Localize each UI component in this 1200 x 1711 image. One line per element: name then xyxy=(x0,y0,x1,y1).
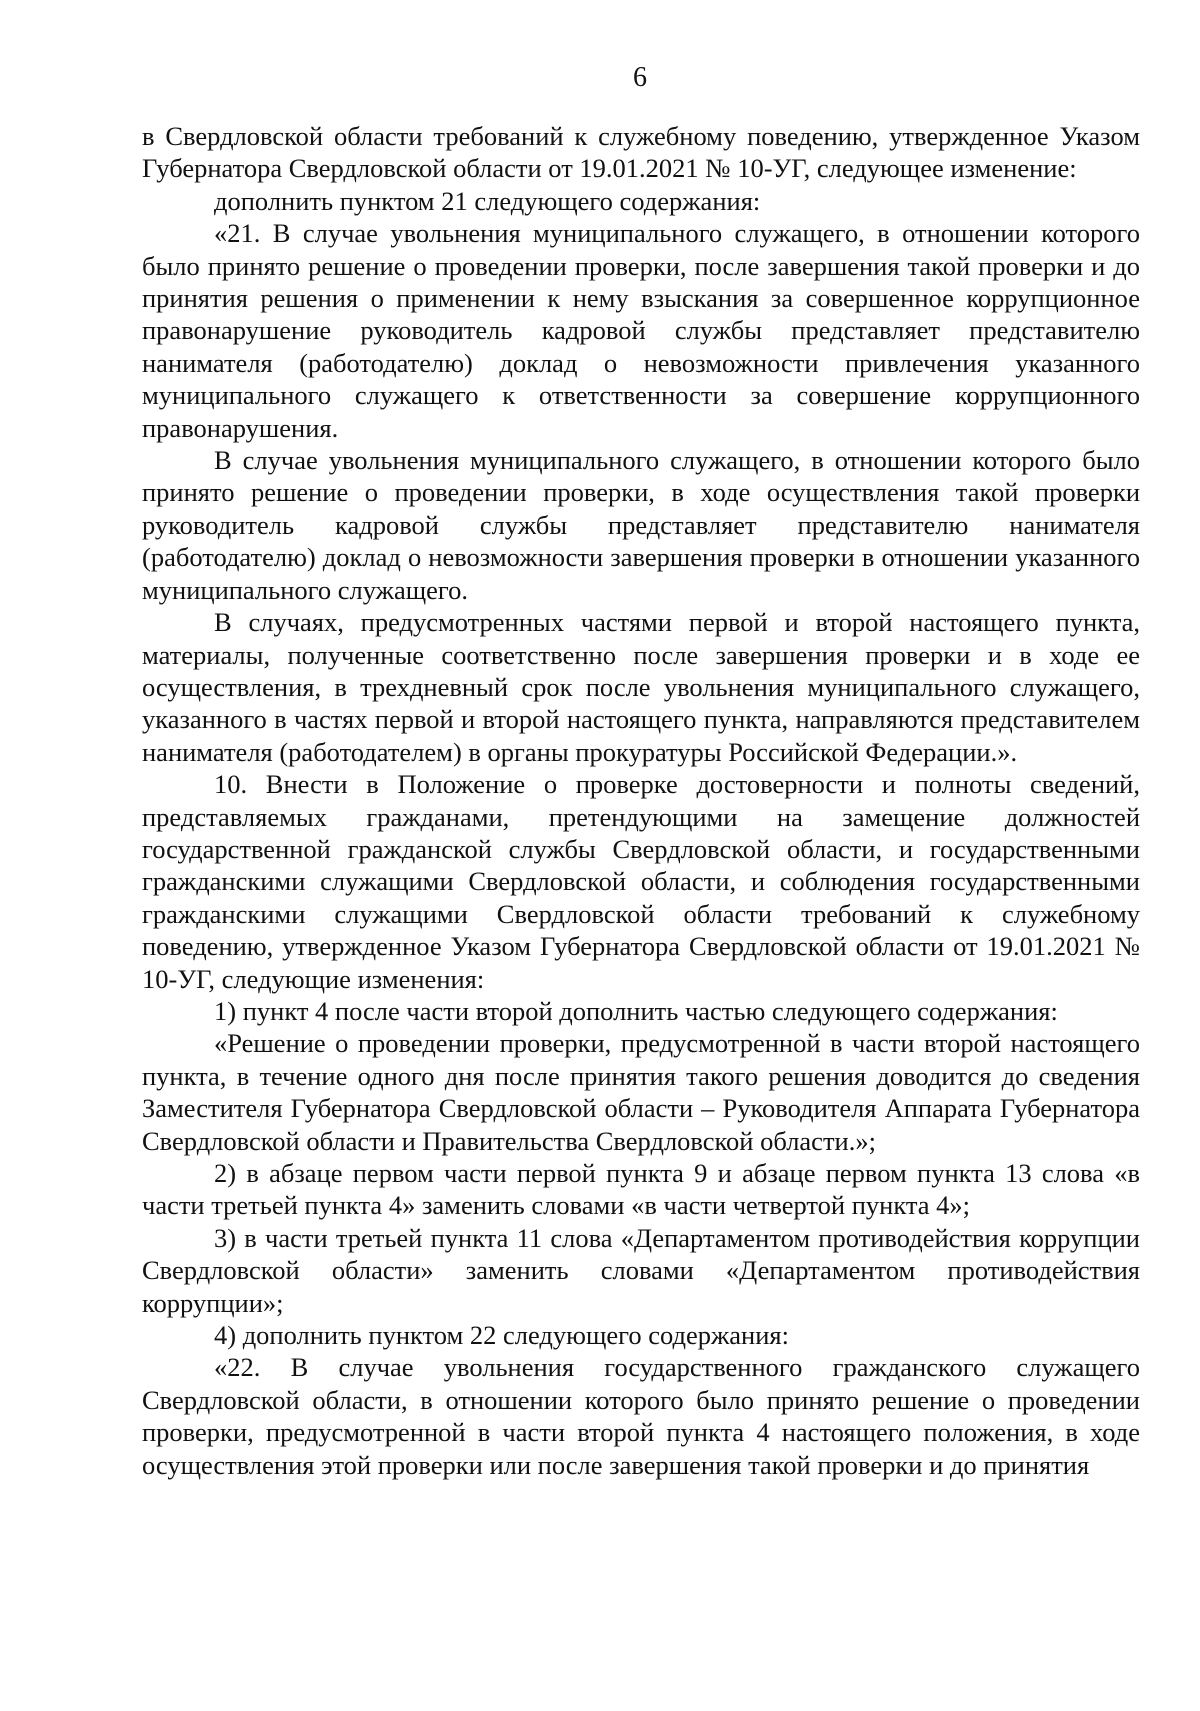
paragraph-subitem-4: 4) дополнить пунктом 22 следующего содержания: xyxy=(214,1320,789,1351)
paragraph-subitem-1: 1) пункт 4 после части второй дополнить частью следующего содержания: xyxy=(214,995,1058,1026)
document-body xyxy=(142,120,1140,1481)
paragraph-continuation: в Свердловской области требований к служебному поведению, утвержденное Указом Губернатора Свердловской области от 19.01.2021 № 10-УГ, следующее изменение: xyxy=(142,121,1140,184)
page-number: 6 xyxy=(633,62,647,93)
paragraph-subitem-1-quote: «Решение о проведении проверки, предусмотренной в части второй настоящего пункта, в течение одного дня после принятия такого решения доводится до сведения Заместителя Губернатора Свердловской области – Руководителя Аппарата Губернатора Свердловской области и Правительства Свердловской области.»; xyxy=(142,1028,1140,1156)
paragraph-subitem-2: 2) в абзаце первом части первой пункта 9 и абзаце первом пункта 13 слова «в части третьей пункта 4» заменить словами «в части четвертой пункта 4»; xyxy=(142,1158,1140,1221)
paragraph-clause-21-part-1: «21. В случае увольнения муниципального служащего, в отношении которого было принято решение о проведении проверки, после завершения такой проверки и до принятия решения о применении к нему взыскания за совершенное коррупционное правонарушение руководитель кадровой службы представляет представителю нанимателя (работодателю) доклад о невозможности привлечения указанного муниципального служащего к ответственности за совершение коррупционного правонарушения. xyxy=(142,218,1140,443)
paragraph-item-10: 10. Внести в Положение о проверке достоверности и полноты сведений, представляемых гражданами, претендующими на замещение должностей государственной гражданской службы Свердловской области, и государственными гражданскими служащими Свердловской области, и соблюдения государственными гражданскими служащими Свердловской области требований к служебному поведению, утвержденное Указом Губернатора Свердловской области от 19.01.2021 № 10-УГ, следующие изменения: xyxy=(142,769,1140,994)
paragraph-clause-21-part-3: В случаях, предусмотренных частями первой и второй настоящего пункта, материалы, полученные соответственно после завершения проверки и в ходе ее осуществления, в трехдневный срок после увольнения муниципального служащего, указанного в частях первой и второй настоящего пункта, направляются представителем нанимателя (работодателем) в органы прокуратуры Российской Федерации.». xyxy=(142,607,1140,767)
paragraph-clause-21-part-2: В случае увольнения муниципального служащего, в отношении которого было принято решение о проведении проверки, в ходе осуществления такой проверки руководитель кадровой службы представляет представителю нанимателя (работодателю) доклад о невозможности завершения проверки в отношении указанного муниципального служащего. xyxy=(142,445,1140,605)
paragraph-clause-22: «22. В случае увольнения государственного гражданского служащего Свердловской области, в отношении которого было принято решение о проведении проверки, предусмотренной в части второй пункта 4 настоящего положения, в ходе осуществления этой проверки или после завершения такой проверки и до принятия xyxy=(142,1352,1140,1480)
paragraph-subitem-3: 3) в части третьей пункта 11 слова «Департаментом противодействия коррупции Свердловской области» заменить словами «Департаментом противодействия коррупции»; xyxy=(142,1222,1140,1318)
paragraph-amendment-intro: дополнить пунктом 21 следующего содержания: xyxy=(214,185,761,216)
